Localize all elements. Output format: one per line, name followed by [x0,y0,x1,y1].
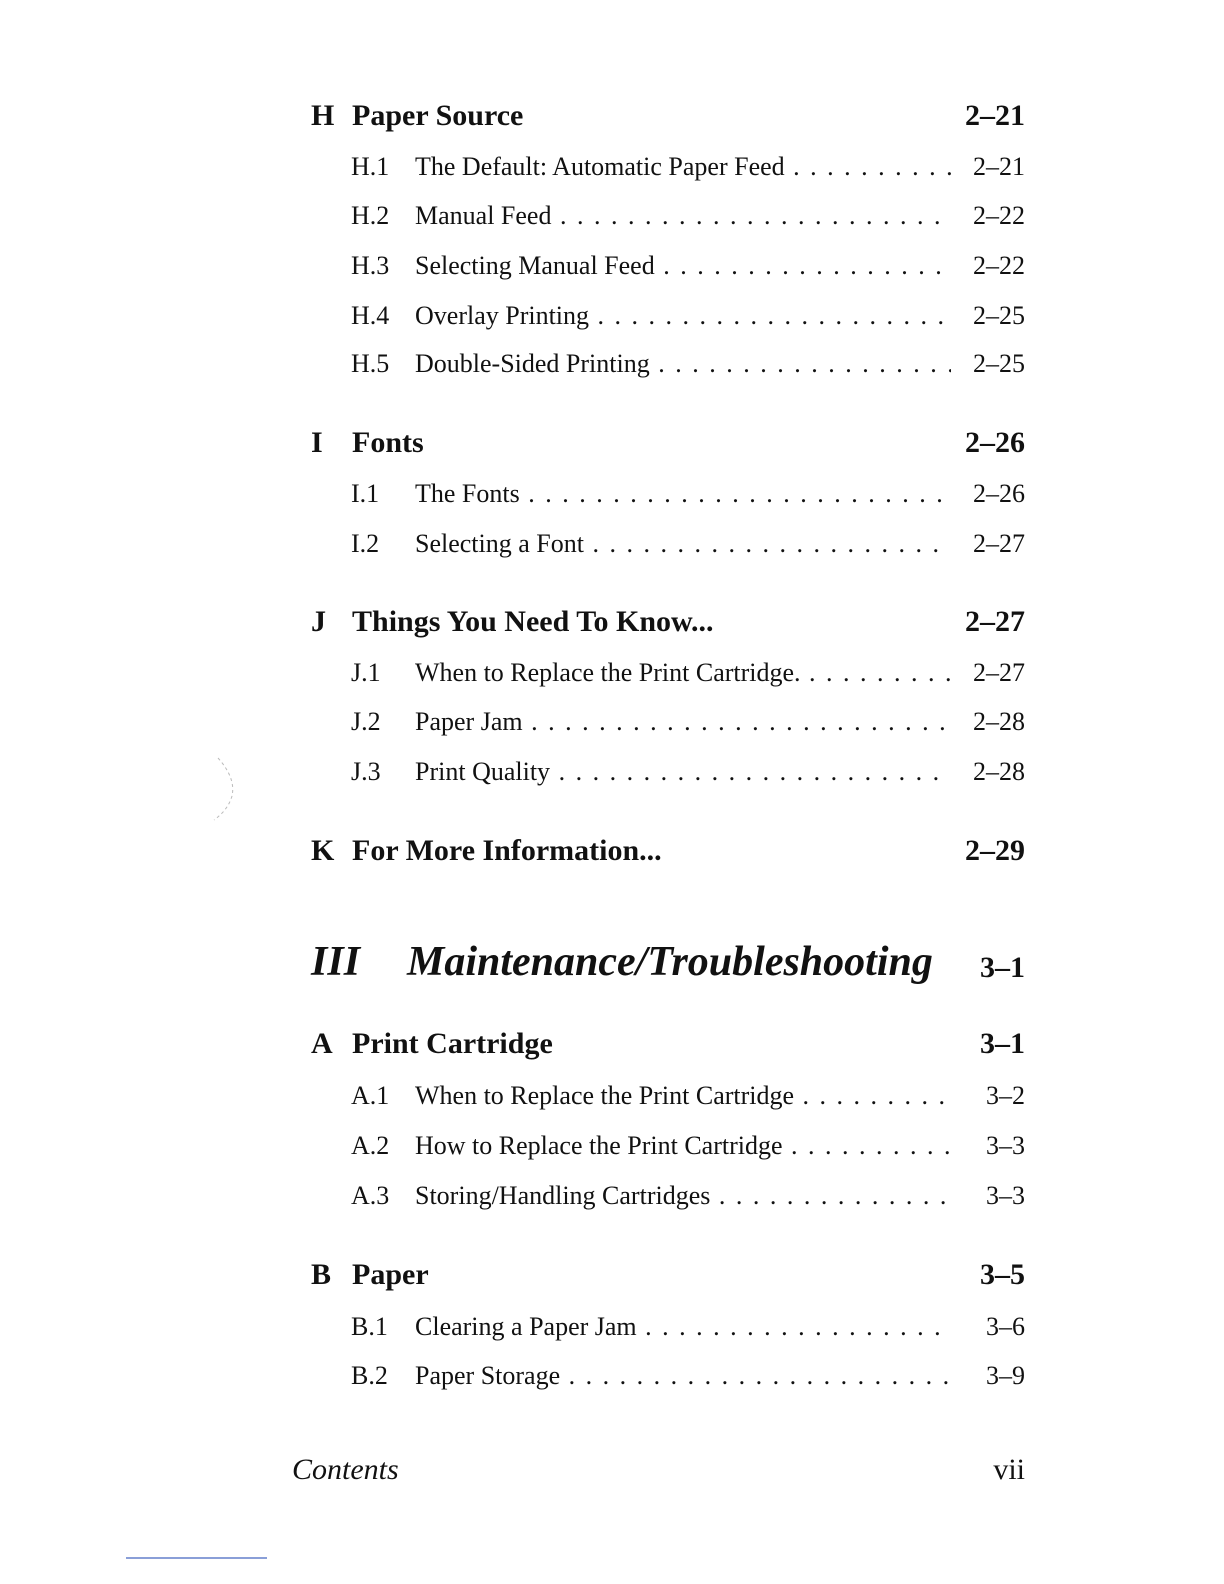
toc-entry [351,1358,1025,1394]
section-letter: K [311,834,335,867]
toc-entry [351,754,1025,790]
section-title: Fonts [352,426,424,459]
section-letter: H [311,99,335,132]
entry-page: 2–22 [973,251,1025,280]
entry-page: 2–22 [973,201,1025,230]
toc-entry [351,526,1025,562]
footer-page-number: vii [993,1453,1025,1486]
entry-number: B.1 [351,1312,388,1341]
entry-page: 2–26 [973,479,1025,508]
toc-entry [351,198,1025,234]
entry-number: I.1 [351,479,380,508]
entry-title: Paper Jam . . . [415,704,951,740]
section-title: Paper [352,1258,429,1291]
entry-title: Storing/Handling Cartridges . . . [415,1178,951,1214]
entry-number: H.4 [351,301,390,330]
entry-title: Print Quality . . . [415,754,951,790]
margin-bracket-mark [212,756,236,822]
entry-page: 2–28 [973,757,1025,786]
toc-entry [351,1309,1025,1345]
entry-title: Selecting Manual Feed . . . [415,248,951,284]
section-letter: B [311,1258,332,1291]
toc-entry [351,149,1025,185]
toc-entry [351,476,1025,512]
entry-title: Selecting a Font . . . [415,526,951,562]
toc-entry [351,655,1025,691]
entry-number: J.2 [351,707,381,736]
toc-section-k [311,831,1025,871]
entry-title: The Default: Automatic Paper Feed . . . [415,149,951,185]
bottom-edge-line [126,1557,267,1559]
toc-entry [351,1128,1025,1164]
part-title: Maintenance/Troubleshooting [407,939,933,985]
entry-title: Manual Feed . . . [415,198,951,234]
entry-number: H.3 [351,251,390,280]
entry-number: B.2 [351,1361,388,1390]
entry-title: How to Replace the Print Cartridge . . . [415,1128,951,1164]
entry-title: The Fonts . . . [415,476,951,512]
section-title: For More Information... [352,834,662,867]
entry-page: 3–3 [986,1131,1025,1160]
entry-number: J.3 [351,757,381,786]
section-letter: I [311,426,323,459]
section-title: Paper Source [352,99,524,132]
entry-number: J.1 [351,658,381,687]
section-page: 2–26 [965,426,1025,459]
section-title: Print Cartridge [352,1027,553,1060]
entry-page: 3–9 [986,1361,1025,1390]
toc-section-a [311,1024,1025,1064]
section-page: 2–21 [965,99,1025,132]
toc-section-i [311,423,1025,463]
toc-entry [351,298,1025,334]
toc-entry [351,1078,1025,1114]
section-page: 3–1 [980,1027,1025,1060]
entry-number: A.3 [351,1181,390,1210]
section-letter: A [311,1027,333,1060]
entry-title: When to Replace the Print Cartridge. . . . [415,655,951,691]
toc-part-heading [311,934,1025,990]
section-page: 2–29 [965,834,1025,867]
entry-title: Double-Sided Printing . . . [415,346,951,382]
entry-title: Overlay Printing . . . [415,298,951,334]
part-page: 3–1 [980,951,1025,984]
section-letter: J [311,605,326,638]
entry-number: I.2 [351,529,380,558]
entry-page: 2–25 [973,349,1025,378]
entry-number: H.1 [351,152,390,181]
entry-page: 2–25 [973,301,1025,330]
entry-title: When to Replace the Print Cartridge . . . [415,1078,951,1114]
entry-page: 2–21 [973,152,1025,181]
entry-page: 2–27 [973,658,1025,687]
entry-number: A.1 [351,1081,390,1110]
toc-entry [351,1178,1025,1214]
toc-entry [351,346,1025,382]
toc-entry [351,248,1025,284]
section-title: Things You Need To Know... [352,605,714,638]
entry-page: 2–27 [973,529,1025,558]
section-page: 3–5 [980,1258,1025,1291]
entry-page: 3–3 [986,1181,1025,1210]
toc-entry [351,704,1025,740]
part-number: III [311,939,361,985]
footer-label: Contents [292,1453,399,1486]
section-page: 2–27 [965,605,1025,638]
entry-page: 3–2 [986,1081,1025,1110]
toc-section-h [311,96,1025,136]
entry-title: Clearing a Paper Jam . . . [415,1309,951,1345]
entry-number: H.2 [351,201,390,230]
toc-section-b [311,1255,1025,1295]
toc-section-j [311,602,1025,642]
entry-page: 2–28 [973,707,1025,736]
entry-page: 3–6 [986,1312,1025,1341]
entry-number: A.2 [351,1131,390,1160]
entry-number: H.5 [351,349,390,378]
entry-title: Paper Storage . . . [415,1358,951,1394]
